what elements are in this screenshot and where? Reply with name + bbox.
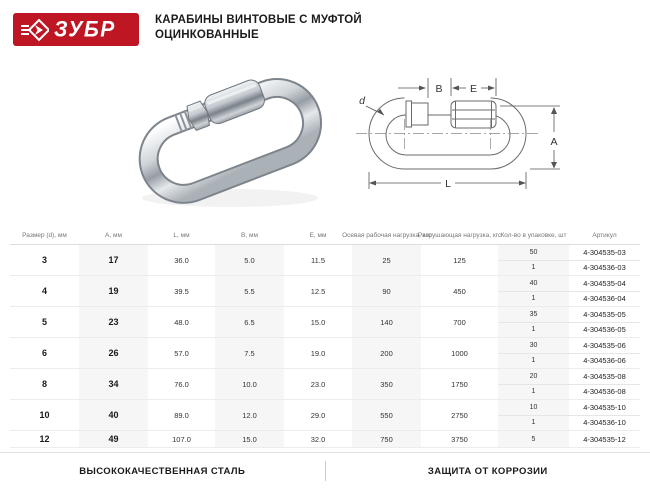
cell-size: 5 bbox=[10, 307, 79, 337]
cell-b: 6.5 bbox=[215, 307, 284, 337]
cell-pack-qty: 1 bbox=[498, 261, 569, 276]
column-header: Кол-во в упаковке, шт bbox=[498, 226, 569, 244]
cell-pack-qty: 1 bbox=[498, 385, 569, 400]
footer-feature-steel-label: ВЫСОКОКАЧЕСТВЕННАЯ СТАЛЬ bbox=[79, 466, 245, 477]
cell-break_load: 700 bbox=[421, 307, 498, 337]
spec-table-body bbox=[10, 245, 640, 448]
cell-sku: 4-304536-08 bbox=[569, 385, 640, 400]
pack-options bbox=[498, 245, 640, 275]
page-title-line2: ОЦИНКОВАННЫЕ bbox=[155, 28, 362, 43]
cell-work_load: 25 bbox=[352, 245, 421, 275]
cell-size: 6 bbox=[10, 338, 79, 368]
cell-e: 29.0 bbox=[284, 400, 352, 430]
cell-sku: 4-304535-05 bbox=[569, 307, 640, 322]
pack-row bbox=[498, 260, 640, 276]
table-row bbox=[10, 400, 640, 431]
cell-sku: 4-304536-10 bbox=[569, 416, 640, 431]
cell-size: 10 bbox=[10, 400, 79, 430]
cell-l: 107.0 bbox=[148, 431, 215, 447]
cell-a: 23 bbox=[79, 307, 148, 337]
pack-row bbox=[498, 245, 640, 260]
cell-b: 5.5 bbox=[215, 276, 284, 306]
dim-label-b: B bbox=[435, 83, 442, 95]
cell-sku: 4-304536-04 bbox=[569, 292, 640, 307]
cell-a: 17 bbox=[79, 245, 148, 275]
cell-e: 12.5 bbox=[284, 276, 352, 306]
cell-l: 76.0 bbox=[148, 369, 215, 399]
zubr-bison-icon bbox=[21, 17, 49, 43]
pack-row bbox=[498, 384, 640, 400]
cell-break_load: 2750 bbox=[421, 400, 498, 430]
cell-e: 23.0 bbox=[284, 369, 352, 399]
cell-e: 32.0 bbox=[284, 431, 352, 447]
cell-pack-qty: 30 bbox=[498, 338, 569, 353]
cell-pack-qty: 1 bbox=[498, 292, 569, 307]
pack-options bbox=[498, 431, 640, 447]
brand-name: ЗУБР bbox=[54, 17, 116, 42]
dim-label-d: d bbox=[359, 95, 366, 107]
pack-row bbox=[498, 369, 640, 384]
cell-work_load: 90 bbox=[352, 276, 421, 306]
cell-a: 34 bbox=[79, 369, 148, 399]
pack-options bbox=[498, 276, 640, 306]
cell-b: 10.0 bbox=[215, 369, 284, 399]
cell-break_load: 125 bbox=[421, 245, 498, 275]
dim-label-a: A bbox=[550, 136, 557, 148]
cell-pack-qty: 50 bbox=[498, 245, 569, 260]
cell-work_load: 200 bbox=[352, 338, 421, 368]
table-row bbox=[10, 431, 640, 448]
cell-pack-qty: 10 bbox=[498, 400, 569, 415]
table-row bbox=[10, 307, 640, 338]
footer bbox=[0, 452, 650, 489]
cell-pack-qty: 5 bbox=[498, 431, 569, 447]
cell-a: 40 bbox=[79, 400, 148, 430]
pack-row bbox=[498, 353, 640, 369]
footer-feature-corrosion-label: ЗАЩИТА ОТ КОРРОЗИИ bbox=[428, 466, 548, 477]
column-header: А, мм bbox=[79, 226, 148, 244]
cell-l: 39.5 bbox=[148, 276, 215, 306]
cell-break_load: 1000 bbox=[421, 338, 498, 368]
cell-work_load: 140 bbox=[352, 307, 421, 337]
pack-row bbox=[498, 307, 640, 322]
column-header: L, мм bbox=[148, 226, 215, 244]
spec-table bbox=[10, 226, 640, 448]
cell-work_load: 750 bbox=[352, 431, 421, 447]
cell-l: 36.0 bbox=[148, 245, 215, 275]
cell-a: 49 bbox=[79, 431, 148, 447]
page-title bbox=[155, 13, 362, 43]
cell-pack-qty: 1 bbox=[498, 323, 569, 338]
cell-e: 11.5 bbox=[284, 245, 352, 275]
pack-row bbox=[498, 276, 640, 291]
pack-row bbox=[498, 415, 640, 431]
column-header: Осевая рабочая нагрузка, кгс bbox=[352, 226, 421, 244]
cell-break_load: 3750 bbox=[421, 431, 498, 447]
cell-sku: 4-304535-10 bbox=[569, 400, 640, 415]
dimension-diagram bbox=[338, 68, 575, 213]
column-header: Разрушающая нагрузка, кгс bbox=[421, 226, 498, 244]
cell-e: 15.0 bbox=[284, 307, 352, 337]
footer-feature-corrosion bbox=[326, 466, 650, 477]
cell-size: 12 bbox=[10, 431, 79, 447]
cell-pack-qty: 20 bbox=[498, 369, 569, 384]
pack-row bbox=[498, 431, 640, 447]
cell-sku: 4-304535-06 bbox=[569, 338, 640, 353]
cell-break_load: 1750 bbox=[421, 369, 498, 399]
column-header: Размер (d), мм bbox=[10, 226, 79, 244]
cell-a: 19 bbox=[79, 276, 148, 306]
pack-options bbox=[498, 307, 640, 337]
cell-sku: 4-304535-12 bbox=[569, 431, 640, 447]
cell-size: 3 bbox=[10, 245, 79, 275]
column-header: Е, мм bbox=[284, 226, 352, 244]
cell-work_load: 550 bbox=[352, 400, 421, 430]
pack-row bbox=[498, 400, 640, 415]
dim-label-e: E bbox=[470, 83, 477, 95]
cell-break_load: 450 bbox=[421, 276, 498, 306]
cell-e: 19.0 bbox=[284, 338, 352, 368]
cell-l: 89.0 bbox=[148, 400, 215, 430]
cell-sku: 4-304536-05 bbox=[569, 323, 640, 338]
cell-b: 7.5 bbox=[215, 338, 284, 368]
pack-options bbox=[498, 369, 640, 399]
pack-row bbox=[498, 322, 640, 338]
table-row bbox=[10, 245, 640, 276]
cell-pack-qty: 40 bbox=[498, 276, 569, 291]
cell-sku: 4-304536-03 bbox=[569, 261, 640, 276]
carabiner-product-photo bbox=[118, 62, 342, 218]
footer-feature-steel bbox=[0, 466, 325, 477]
column-header: Артикул bbox=[569, 226, 640, 244]
cell-l: 57.0 bbox=[148, 338, 215, 368]
pack-row bbox=[498, 338, 640, 353]
cell-sku: 4-304535-08 bbox=[569, 369, 640, 384]
cell-pack-qty: 35 bbox=[498, 307, 569, 322]
brand-logo bbox=[13, 13, 139, 46]
pack-options bbox=[498, 400, 640, 430]
cell-b: 12.0 bbox=[215, 400, 284, 430]
column-header: В, мм bbox=[215, 226, 284, 244]
spec-table-header bbox=[10, 226, 640, 245]
table-row bbox=[10, 369, 640, 400]
dim-label-l: L bbox=[445, 178, 451, 190]
cell-pack-qty: 1 bbox=[498, 354, 569, 369]
cell-l: 48.0 bbox=[148, 307, 215, 337]
cell-pack-qty: 1 bbox=[498, 416, 569, 431]
cell-sku: 4-304536-06 bbox=[569, 354, 640, 369]
cell-size: 4 bbox=[10, 276, 79, 306]
cell-b: 15.0 bbox=[215, 431, 284, 447]
cell-sku: 4-304535-03 bbox=[569, 245, 640, 260]
table-row bbox=[10, 338, 640, 369]
cell-sku: 4-304535-04 bbox=[569, 276, 640, 291]
table-row bbox=[10, 276, 640, 307]
pack-row bbox=[498, 291, 640, 307]
cell-a: 26 bbox=[79, 338, 148, 368]
cell-b: 5.0 bbox=[215, 245, 284, 275]
cell-size: 8 bbox=[10, 369, 79, 399]
pack-options bbox=[498, 338, 640, 368]
page-title-line1: КАРАБИНЫ ВИНТОВЫЕ С МУФТОЙ bbox=[155, 13, 362, 28]
cell-work_load: 350 bbox=[352, 369, 421, 399]
